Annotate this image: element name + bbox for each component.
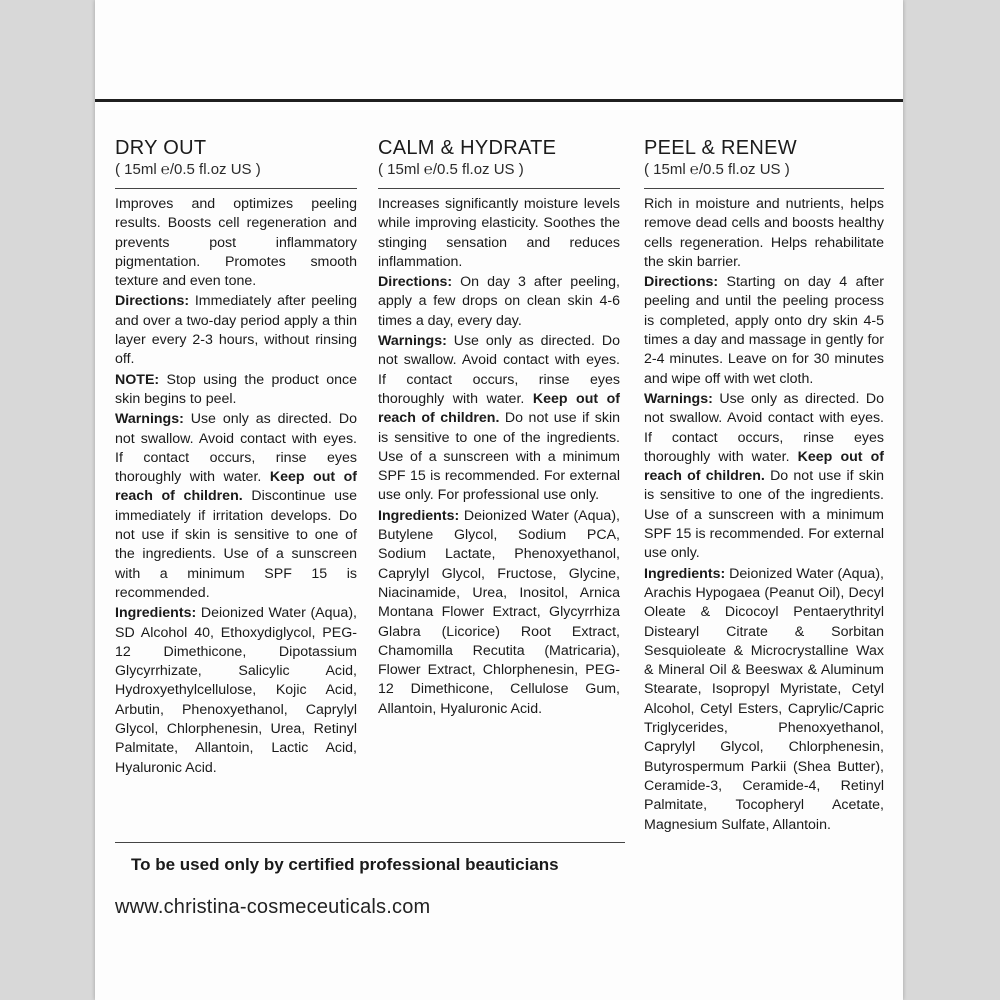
directions-paragraph: [115, 292, 357, 369]
warnings-text: Use only as directed. Do not swallow. Avoid contact with eyes. If contact occurs, rinse eyes thoroughly with water.: [378, 333, 620, 407]
column-title: DRY OUT: [115, 137, 207, 159]
website-url: www.christina-cosmeceuticals.com: [115, 896, 431, 918]
warnings-bold-text: Keep out of reach of children.: [115, 469, 357, 505]
ingredients-paragraph: [378, 507, 620, 719]
column-divider: [644, 188, 884, 189]
ingredients-text: Deionized Water (Aqua), SD Alcohol 40, Ethoxydiglycol, PEG-12 Dimethicone, Dipotassium Glycyrrhizate, Salicylic Acid, Hydroxyethylcellulose, Kojic Acid, Arbutin, Phenoxyethanol, Caprylyl Glycol, Chlorphenesin, Urea, Retinyl Palmitate, Allantoin, Lactic Acid, Hyaluronic Acid.: [115, 605, 357, 776]
warnings-paragraph: [378, 332, 620, 506]
directions-label: Directions:: [115, 293, 190, 310]
warnings-bold-text: Keep out of reach of children.: [644, 448, 884, 485]
column-size: ( 15ml ℮/0.5 fl.oz US ): [644, 161, 790, 178]
column-title: PEEL & RENEW: [644, 137, 797, 159]
warnings-text: Use only as directed. Do not swallow. Avoid contact with eyes. If contact occurs, rinse eyes thoroughly with water.: [115, 411, 357, 486]
intro-text: Improves and optimizes peeling results. Boosts cell regeneration and prevents post inflammatory pigmentation. Promotes smooth texture and even tone.: [115, 196, 357, 290]
column-text: [644, 195, 884, 835]
directions-paragraph: [644, 273, 884, 389]
note-text: Stop using the product once skin begins to peel.: [115, 371, 357, 407]
column-size: ( 15ml ℮/0.5 fl.oz US ): [378, 161, 524, 178]
column-text: [378, 195, 620, 719]
column-divider: [115, 188, 357, 189]
intro-text: Rich in moisture and nutrients, helps remove dead cells and boosts healthy cells regeneration. Helps rehabilitate the skin barrier.: [644, 196, 884, 270]
column-title: CALM & HYDRATE: [378, 137, 557, 159]
professional-notice-text: To be used only by certified professional beauticians: [131, 855, 559, 874]
column-calm-hydrate: [378, 136, 620, 720]
warnings-label: Warnings:: [378, 333, 447, 350]
professional-notice: [115, 842, 625, 887]
note-paragraph: [115, 371, 357, 410]
column-dry-out: [115, 136, 357, 779]
product-box-panel: [95, 0, 903, 1000]
warnings-text-continued: Do not use if skin is sensitive to one of the ingredients. Use of a sunscreen with a minimum SPF 15 is recommended. For external use only. For professional use only.: [378, 410, 620, 504]
directions-text: On day 3 after peeling, apply a few drops on clean skin 4-6 times a day, every day.: [378, 274, 620, 329]
ingredients-text: Deionized Water (Aqua), Butylene Glycol, Sodium PCA, Sodium Lactate, Phenoxyethanol, Caprylyl Glycol, Fructose, Glycine, Niacinamide, Urea, Inositol, Arnica Montana Flower Extract, Glycyrrhiza Glabra (Licorice) Root Extract, Chamomilla Recutita (Matricaria), Flower Extract, Chlorphenesin, PEG-12 Dimethicone, Cellulose Gum, Allantoin, Hyaluronic Acid.: [378, 507, 620, 717]
warnings-text-continued: Discontinue use immediately if irritation develops. Do not use if skin is sensitive to one of the ingredients. Use of a sunscreen with a minimum SPF 15 is recommended.: [115, 488, 357, 601]
ingredients-paragraph: [115, 604, 357, 778]
column-peel-renew: [644, 136, 884, 836]
warnings-bold-text: Keep out of reach of children.: [378, 390, 620, 427]
ingredients-paragraph: [644, 565, 884, 835]
ingredients-text: Deionized Water (Aqua), Arachis Hypogaea (Peanut Oil), Decyl Oleate & Dicocoyl Pentaerythrityl Distearyl Citrate & Sorbitan Sesquioleate & Microcrystalline Wax & Mineral Oil & Beeswax & Aluminum Stearate, Isopropyl Myristate, Cetyl Alcohol, Cetyl Esters, Caprylic/Capric Triglycerides, Phenoxyethanol, Caprylyl Glycol, Chlorphenesin, Butyrospermum Parkii (Shea Butter), Ceramide-3, Ceramide-4, Retinyl Palmitate, Tocopheryl Acetate, Magnesium Sulfate, Allantoin.: [644, 565, 884, 833]
ingredients-label: Ingredients:: [378, 507, 460, 524]
column-text: [115, 195, 357, 778]
ingredients-label: Ingredients:: [115, 605, 197, 622]
ingredients-label: Ingredients:: [644, 565, 726, 582]
warnings-label: Warnings:: [644, 390, 713, 407]
top-divider: [95, 99, 903, 102]
directions-label: Directions:: [644, 274, 719, 291]
warnings-label: Warnings:: [115, 411, 184, 428]
directions-text: Immediately after peeling and over a two-day period apply a thin layer every 2-3 hours, without rinsing off.: [115, 293, 357, 368]
warnings-paragraph: [115, 410, 357, 603]
note-label: NOTE:: [115, 371, 160, 388]
warnings-paragraph: [644, 390, 884, 564]
directions-label: Directions:: [378, 274, 453, 291]
column-divider: [378, 188, 620, 189]
warnings-text: Use only as directed. Do not swallow. Avoid contact with eyes. If contact occurs, rinse eyes thoroughly with water.: [644, 390, 884, 465]
intro-text: Increases significantly moisture levels while improving elasticity. Soothes the stinging sensation and reduces inflammation.: [378, 196, 620, 270]
column-size: ( 15ml ℮/0.5 fl.oz US ): [115, 161, 261, 178]
directions-paragraph: [378, 273, 620, 331]
directions-text: Starting on day 4 after peeling and until the peeling process is completed, apply onto dry skin 4-5 times a day and massage in gently for 2-4 minutes. Leave on for 30 minutes and wipe off with wet cloth.: [644, 274, 884, 387]
warnings-text-continued: Do not use if skin is sensitive to one of the ingredients. Use of a sunscreen with a minimum SPF 15 is recommended. For external use only.: [644, 468, 885, 562]
